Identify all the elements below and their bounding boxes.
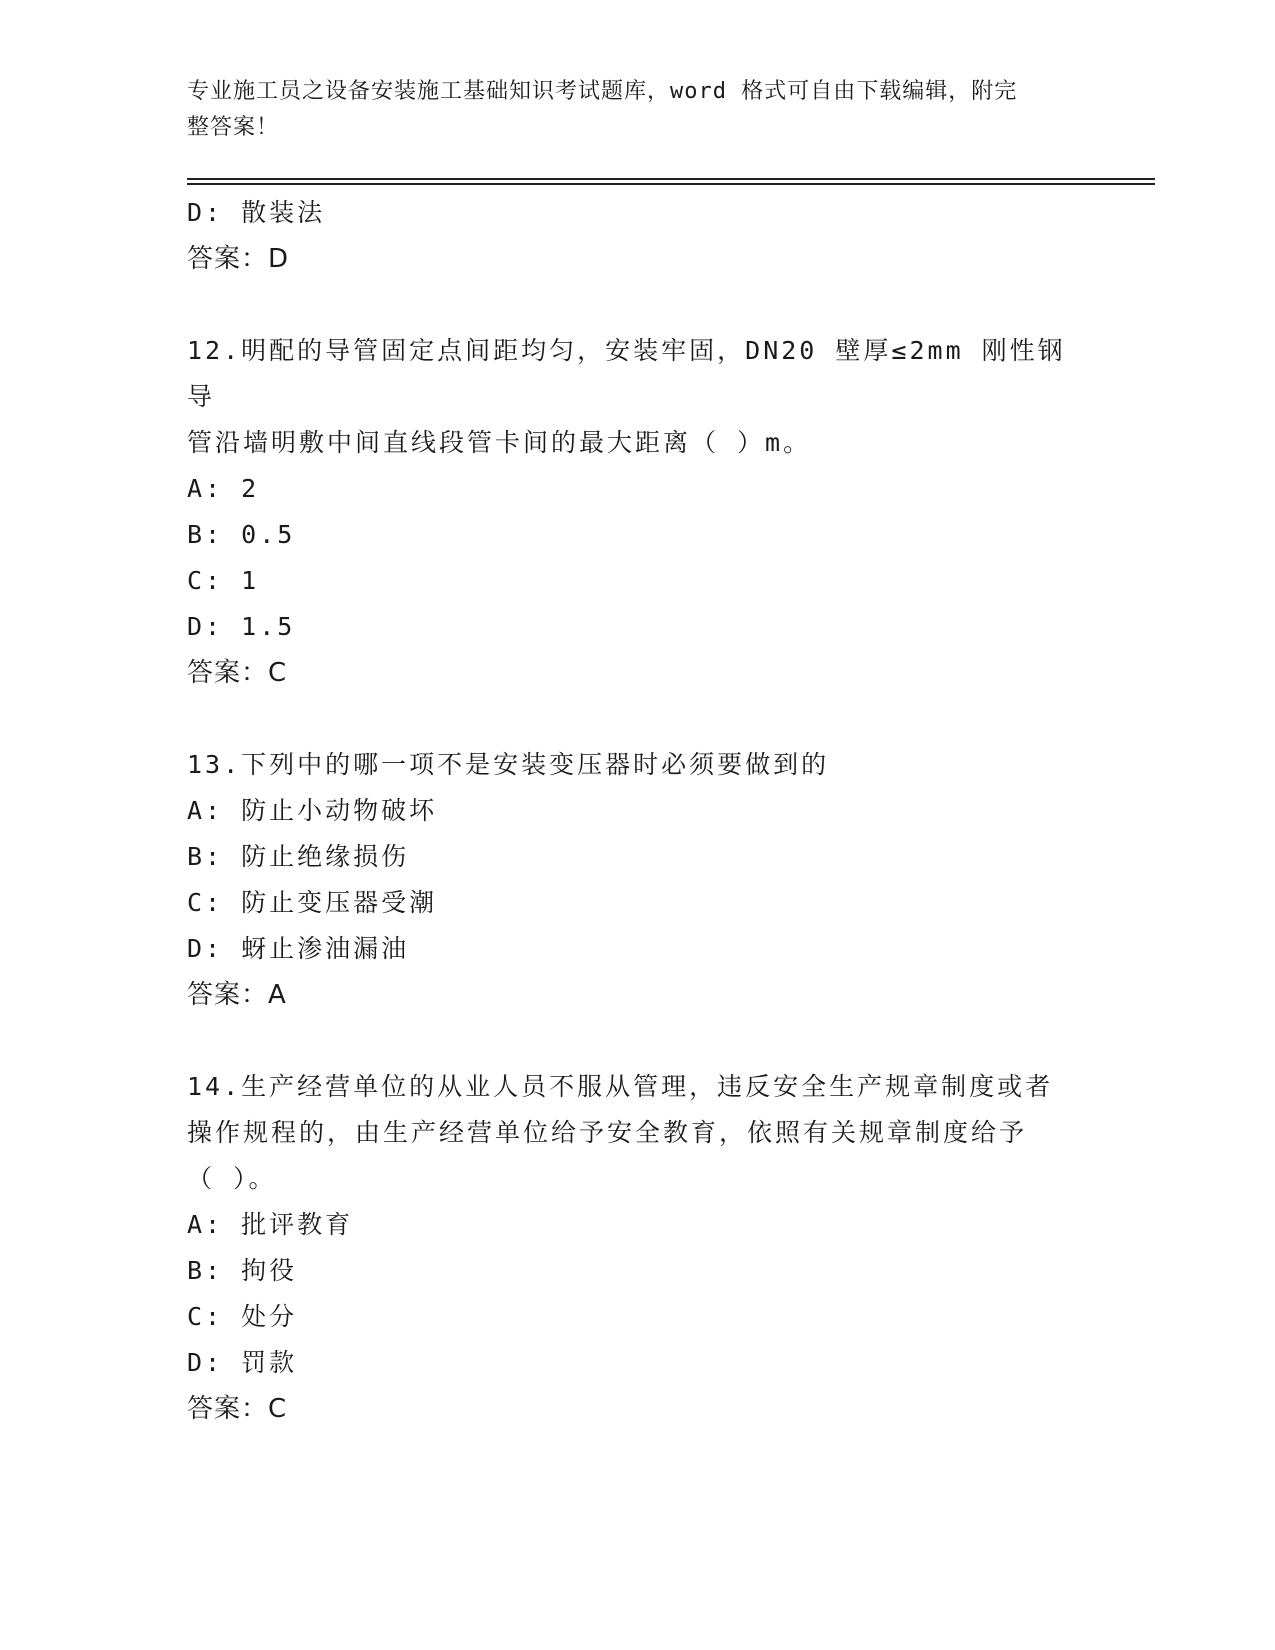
header-line-2: 整答案！ bbox=[187, 115, 280, 140]
option-c: C: 1 bbox=[187, 566, 260, 595]
header-divider-bottom bbox=[187, 183, 1155, 185]
answer-line: 答案：D bbox=[187, 244, 290, 274]
question-stem-line: 操作规程的，由生产经营单位给予安全教育，依照有关规章制度给予 bbox=[187, 1118, 1028, 1147]
spacer bbox=[187, 696, 1087, 742]
document-header bbox=[187, 74, 1067, 146]
option-c: C: 防止变压器受潮 bbox=[187, 888, 438, 917]
option-d: D: 罚款 bbox=[187, 1348, 298, 1377]
option-d: D: 散装法 bbox=[187, 198, 326, 227]
option-c: C: 处分 bbox=[187, 1302, 298, 1331]
question-stem-line: 12.明配的导管固定点间距均匀，安装牢固，DN20 壁厚≤2mm 刚性钢导 bbox=[187, 336, 1066, 411]
question-14 bbox=[187, 1064, 1087, 1432]
header-line-1: 专业施工员之设备安装施工基础知识考试题库，word 格式可自由下载编辑，附完 bbox=[187, 79, 1018, 104]
option-a: A: 2 bbox=[187, 474, 260, 503]
question-12 bbox=[187, 328, 1087, 696]
question-stem-line: 管沿墙明敷中间直线段管卡间的最大距离（ ）m。 bbox=[187, 428, 812, 457]
spacer bbox=[187, 1018, 1087, 1064]
question-stem-line: （ ）。 bbox=[187, 1164, 277, 1193]
answer-line: 答案：A bbox=[187, 980, 287, 1010]
option-b: B: 拘役 bbox=[187, 1256, 298, 1285]
option-d: D: 蚜止渗油漏油 bbox=[187, 934, 410, 963]
question-13 bbox=[187, 742, 1087, 1018]
spacer bbox=[187, 282, 1087, 328]
document-body bbox=[187, 190, 1087, 1432]
answer-line: 答案：C bbox=[187, 1394, 288, 1424]
question-stem-line: 14.生产经营单位的从业人员不服从管理，违反安全生产规章制度或者 bbox=[187, 1072, 1054, 1101]
option-d: D: 1.5 bbox=[187, 612, 296, 641]
question-stem-line: 13.下列中的哪一项不是安装变压器时必须要做到的 bbox=[187, 750, 830, 779]
option-a: A: 防止小动物破坏 bbox=[187, 796, 438, 825]
option-a: A: 批评教育 bbox=[187, 1210, 354, 1239]
option-b: B: 防止绝缘损伤 bbox=[187, 842, 410, 871]
previous-question-tail bbox=[187, 190, 1087, 282]
option-b: B: 0.5 bbox=[187, 520, 296, 549]
header-divider-top bbox=[187, 178, 1155, 180]
answer-line: 答案：C bbox=[187, 658, 288, 688]
